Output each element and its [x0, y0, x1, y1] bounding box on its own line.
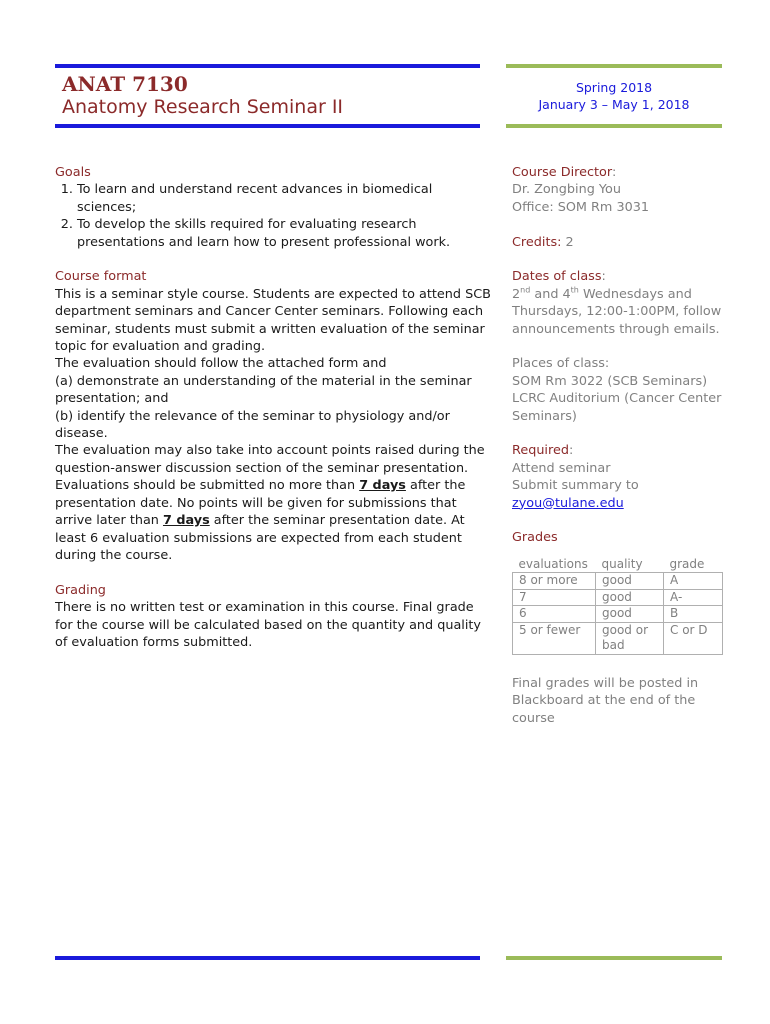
places-block	[512, 355, 727, 425]
term-bottom-rule	[506, 124, 722, 128]
table-header: evaluations	[518, 556, 588, 571]
table-cell: 6	[513, 606, 596, 623]
goals-list	[55, 181, 495, 251]
deadline-emphasis: 7 days	[162, 513, 210, 529]
goals-section	[55, 164, 495, 251]
table-cell: A-	[664, 589, 723, 606]
dates-ordinal: 2	[512, 286, 521, 302]
table-row	[513, 606, 723, 623]
format-paragraph	[55, 442, 495, 564]
format-paragraph: (b) identify the relevance of the seminar to physiology and/or disease.	[55, 408, 450, 442]
dates-ordinal: and 4	[530, 286, 571, 302]
term-season: Spring 2018	[575, 80, 653, 95]
dates-text	[512, 286, 727, 338]
sidebar	[512, 164, 727, 727]
format-paragraph: The evaluation should follow the attached form and	[55, 356, 387, 372]
place-item: LCRC Auditorium (Cancer Center Seminars)	[512, 391, 722, 424]
credits-value: 2	[565, 234, 574, 250]
goal-item: 1. To learn and understand recent advances in biomedical sciences;	[77, 181, 495, 216]
footer-rule-right	[506, 956, 722, 960]
required-block: Required: Attend seminar Submit summary to zyou@tulane.edu	[512, 442, 727, 512]
grades-heading: Grades	[512, 530, 558, 546]
table-cell: good	[596, 573, 664, 590]
format-heading: Course format	[55, 269, 147, 285]
term-top-rule	[506, 64, 722, 68]
grades-header-row	[513, 557, 723, 573]
header-top-rule	[55, 64, 480, 68]
email-link[interactable]: zyou@tulane.edu	[512, 495, 624, 511]
director-office: Office: SOM Rm 3031	[512, 199, 650, 215]
table-cell: 7	[513, 589, 596, 606]
table-cell: good	[596, 589, 664, 606]
format-text: The evaluation may also take into account points raised during the question-answer discussion section of the seminar presentation. Evaluations should be submitted no more than	[55, 443, 485, 494]
ordinal-suffix: nd	[520, 285, 531, 295]
goal-item: 2. To develop the skills required for evaluating research presentations and learn how to present professional work.	[77, 216, 495, 251]
grades-table	[512, 557, 723, 655]
format-text: after the presentation date. No points will be given for submissions that arrive later than	[55, 478, 466, 529]
term-dates: January 3 – May 1, 2018	[538, 97, 690, 112]
format-paragraph: (a) demonstrate an understanding of the material in the seminar presentation; and	[55, 373, 472, 407]
main-content	[55, 164, 495, 669]
table-row	[513, 573, 723, 590]
table-row	[513, 622, 723, 654]
director-label: Course Director	[512, 165, 612, 180]
table-cell: good or bad	[596, 622, 664, 654]
place-item: SOM Rm 3022 (SCB Seminars)	[512, 373, 708, 389]
table-cell: B	[664, 606, 723, 623]
final-grades-note: Final grades will be posted in Blackboard at the end of the course	[512, 675, 699, 726]
format-paragraph: This is a seminar style course. Students are expected to attend SCB department seminars and Cancer Center seminars. Following each seminar, students must submit a written evaluation of the seminar topic for evaluation and grading.	[55, 286, 491, 355]
table-cell: A	[664, 573, 723, 590]
table-row	[513, 589, 723, 606]
grading-section	[55, 582, 495, 652]
dates-detail: Wednesdays and Thursdays, 12:00-1:00PM, follow announcements through emails.	[512, 286, 722, 337]
director-name: Dr. Zongbing You	[512, 182, 621, 198]
course-code: ANAT 7130	[62, 72, 188, 96]
ordinal-suffix: th	[570, 285, 579, 295]
table-cell: C or D	[664, 622, 723, 654]
places-label: Places of class:	[512, 356, 610, 372]
required-item: Submit summary to	[512, 478, 639, 494]
director-block: Course Director: Dr. Zongbing You Office: SOM Rm 3031	[512, 164, 727, 216]
table-cell: 5 or fewer	[513, 622, 596, 654]
grading-text: There is no written test or examination in this course. Final grade for the course will be calculated based on the quantity and quality of evaluation forms submitted.	[55, 600, 482, 650]
footer-rule-left	[55, 956, 480, 960]
format-section	[55, 268, 495, 564]
dates-label: Dates of class	[512, 269, 602, 285]
deadline-emphasis: 7 days	[359, 478, 406, 494]
grades-block	[512, 529, 727, 654]
grading-heading: Grading	[55, 582, 106, 598]
format-text: after the seminar presentation date. At least 6 evaluation submissions are expected from each student during the course.	[55, 513, 465, 563]
table-cell: 8 or more	[513, 573, 596, 590]
table-cell: good	[596, 606, 664, 623]
dates-block: Dates of class: 2nd and 4th Wednesdays and Thursdays, 12:00-1:00PM, follow announcements through emails.	[512, 268, 727, 338]
credits-block	[512, 234, 727, 251]
goals-heading: Goals	[55, 165, 91, 180]
header-bottom-rule	[55, 124, 480, 128]
table-header: quality	[601, 556, 643, 571]
required-item: Attend seminar	[512, 460, 611, 476]
course-title: Anatomy Research Seminar II	[62, 96, 344, 118]
credits-label: Credits:	[512, 234, 562, 250]
table-header: grade	[669, 556, 705, 571]
required-label: Required	[512, 443, 569, 459]
